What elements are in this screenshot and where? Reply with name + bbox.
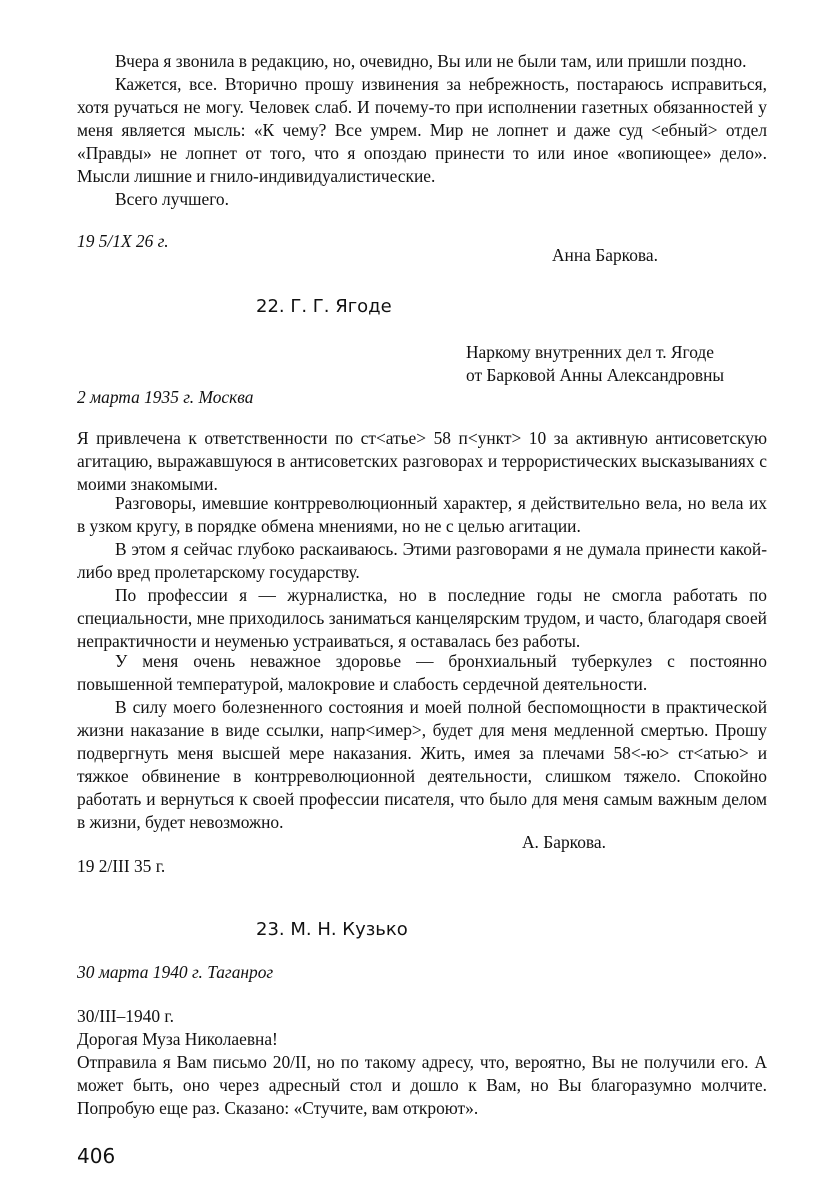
letter-heading: 22. Г. Г. Ягоде xyxy=(256,296,392,317)
letter-date: 19 2/III 35 г. xyxy=(77,856,166,876)
letter-date-place: 2 марта 1935 г. Москва xyxy=(77,387,254,407)
paragraph: Вчера я звонила в редакцию, но, очевидно, Вы или не были там, или пришли поздно. xyxy=(115,51,747,71)
paragraph: У меня очень неважное здоровье — бронхиальный туберкулез с постоянно повышенной температурой, малокровие и слабость сердечной деятельности. xyxy=(77,651,767,694)
address-line: от Барковой Анны Александровны xyxy=(466,365,725,385)
letter-date: 19 5/1Х 26 г. xyxy=(77,231,169,251)
paragraph: Всего лучшего. xyxy=(115,189,229,209)
page-number: 406 xyxy=(77,1144,116,1168)
signature: Анна Баркова. xyxy=(552,245,658,265)
address-line: Наркому внутренних дел т. Ягоде xyxy=(466,342,714,362)
signature: А. Баркова. xyxy=(522,832,606,852)
letter-date-place: 30 марта 1940 г. Таганрог xyxy=(77,962,274,982)
paragraph: Отправила я Вам письмо 20/II, но по такому адресу, что, вероятно, Вы не получили его. А может быть, оно через адресный стол и дошло к Вам, но Вы благоразумно молчите. Попробую еще раз. Сказано: «Стучите, вам откроют». xyxy=(77,1052,767,1118)
paragraph: В силу моего болезненного состояния и моей полной беспомощности в практической жизни наказание в виде ссылки, напр<имер>, будет для меня медленной смертью. Прошу подвергнуть меня высшей мере наказания. Жить, имея за плечами 58<-ю> ст<атью> и тяжкое обвинение в контрреволюционной деятельности, слишком тяжело. Спокойно работать и вернуться к своей профессии писателя, что было для меня самым важным делом в жизни, будет невозможно. xyxy=(77,697,767,832)
salutation: Дорогая Муза Николаевна! xyxy=(77,1029,278,1049)
paragraph: По профессии я — журналистка, но в последние годы не смогла работать по специальности, мне приходилось заниматься канцелярским трудом, и часто, благодаря своей непрактичности и неуменью устраиваться, я оставалась без работы. xyxy=(77,585,767,651)
letter-date: 30/III–1940 г. xyxy=(77,1006,174,1026)
paragraph: Кажется, все. Вторично прошу извинения за небрежность, постараюсь исправиться, хотя ручаться не могу. Человек слаб. И почему-то при исполнении газетных обязанностей у меня является мысль: «К чему? Все умрем. Мир не лопнет и даже суд <ебный> отдел «Правды» не лопнет от того, что я опоздаю принести то или иное «вопиющее» дело». Мысли лишние и гнило-индивидуалистические. xyxy=(77,74,767,186)
paragraph: В этом я сейчас глубоко раскаиваюсь. Этими разговорами я не думала принести какой-либо вред пролетарскому государству. xyxy=(77,539,767,582)
letter-heading: 23. М. Н. Кузько xyxy=(256,919,408,940)
paragraph: Разговоры, имевшие контрреволюционный характер, я действительно вела, но вела их в узком кругу, в порядке обмена мнениями, но не с целью агитации. xyxy=(77,493,767,536)
paragraph: Я привлечена к ответственности по ст<атье> 58 п<ункт> 10 за активную антисоветскую агитацию, выражавшуюся в антисоветских разговорах и террористических высказываниях с моими знакомыми. xyxy=(77,428,767,494)
